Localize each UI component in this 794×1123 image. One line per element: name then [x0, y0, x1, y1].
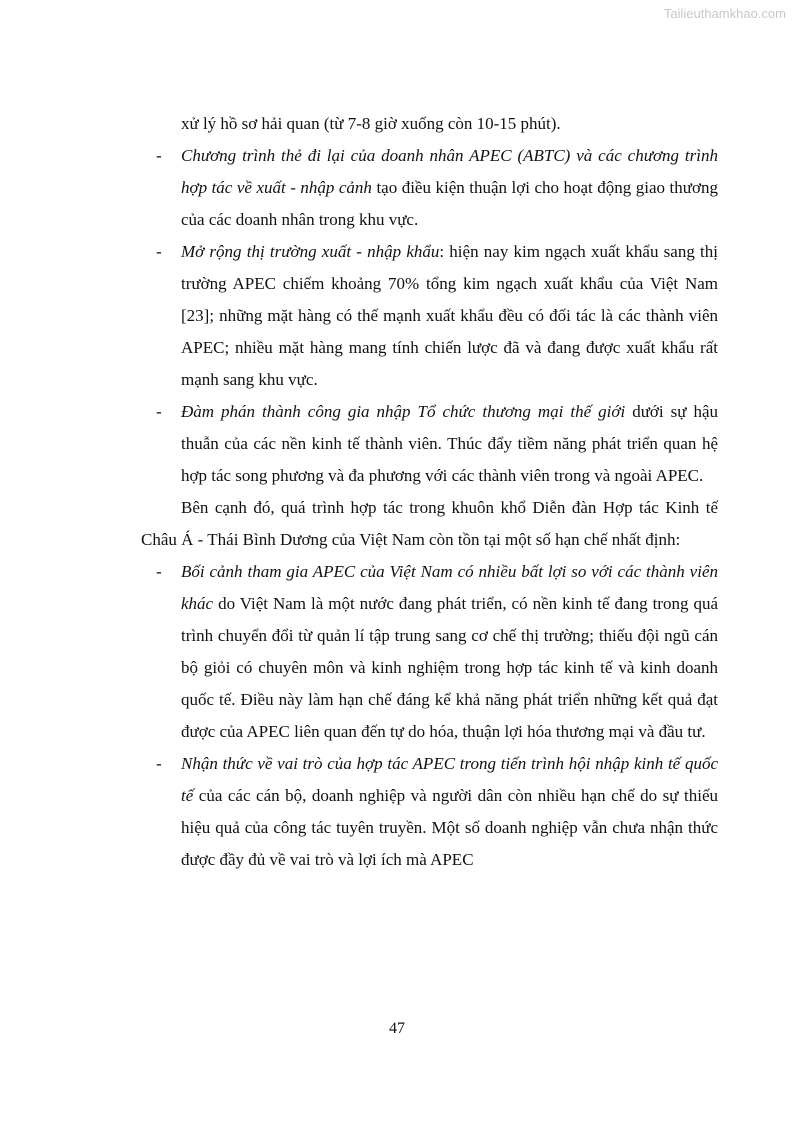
bullet-text: : hiện nay kim ngạch xuất khẩu sang thị trường APEC chiếm khoảng 70% tổng kim ngạch xuất khẩu của Việt Nam [23]; những mặt hàng có thế mạnh xuất khẩu đều có đối tác là các thành viên APEC; nhiều mặt hàng mang tính chiến lược đã và đang được xuất khẩu rất mạnh sang khu vực. [181, 242, 718, 389]
bullet-emphasis: Chương trình thẻ đi lại của doanh nhân APEC (ABTC) và các chương trình hợp tác về xuất - nhập cảnh [181, 146, 718, 197]
bullet-emphasis: Mở rộng thị trường xuất - nhập khẩu [181, 242, 440, 261]
document-body [0, 108, 794, 876]
bullet-dash: - [156, 146, 162, 165]
bullet-item [0, 236, 794, 396]
bullet-text: của các cán bộ, doanh nghiệp và người dân còn nhiều hạn chế do sự thiếu hiệu quả của công tác tuyên truyền. Một số doanh nghiệp vẫn chưa nhận thức được đầy đủ về vai trò và lợi ích mà APEC [181, 786, 718, 869]
bullet-item [0, 556, 794, 748]
bullet-dash: - [156, 562, 162, 581]
bullet-text: dưới sự hậu thuẫn của các nền kinh tế thành viên. Thúc đẩy tiềm năng phát triển quan hệ hợp tác song phương và đa phương với các thành viên trong và ngoài APEC. [181, 402, 718, 485]
bullet-emphasis: Bối cảnh tham gia APEC của Việt Nam có nhiều bất lợi so với các thành viên khác [181, 562, 718, 613]
bullet-text: tạo điều kiện thuận lợi cho hoạt động giao thương của các doanh nhân trong khu vực. [181, 178, 718, 229]
bullet-item [0, 140, 794, 236]
bullet-text: do Việt Nam là một nước đang phát triển, có nền kinh tế đang trong quá trình chuyển đổi từ quản lí tập trung sang cơ chế thị trường; thiếu đội ngũ cán bộ giỏi có chuyên môn và kinh nghiệm trong hợp tác kinh tế và kinh doanh quốc tế. Điều này làm hạn chế đáng kể khả năng phát triển những kết quả đạt được của APEC liên quan đến tự do hóa, thuận lợi hóa thương mại và đầu tư. [181, 594, 718, 741]
bullet-item [0, 396, 794, 492]
bullet-dash: - [156, 754, 162, 773]
bullet-emphasis: Nhận thức về vai trò của hợp tác APEC trong tiến trình hội nhập kinh tế quốc tế [181, 754, 718, 805]
body-paragraph: Bên cạnh đó, quá trình hợp tác trong khuôn khổ Diễn đàn Hợp tác Kinh tế Châu Á - Thái Bình Dương của Việt Nam còn tồn tại một số hạn chế nhất định: [141, 498, 718, 549]
bullet-dash: - [156, 242, 162, 261]
continuation-line: xử lý hồ sơ hải quan (từ 7-8 giờ xuống còn 10-15 phút). [181, 114, 561, 133]
page-number: 47 [389, 1020, 405, 1037]
watermark: Tailieuthamkhao.com [663, 6, 786, 21]
bullet-dash: - [156, 402, 162, 421]
bullet-emphasis: Đàm phán thành công gia nhập Tổ chức thương mại thế giới [181, 402, 626, 421]
bullet-item [0, 748, 794, 876]
